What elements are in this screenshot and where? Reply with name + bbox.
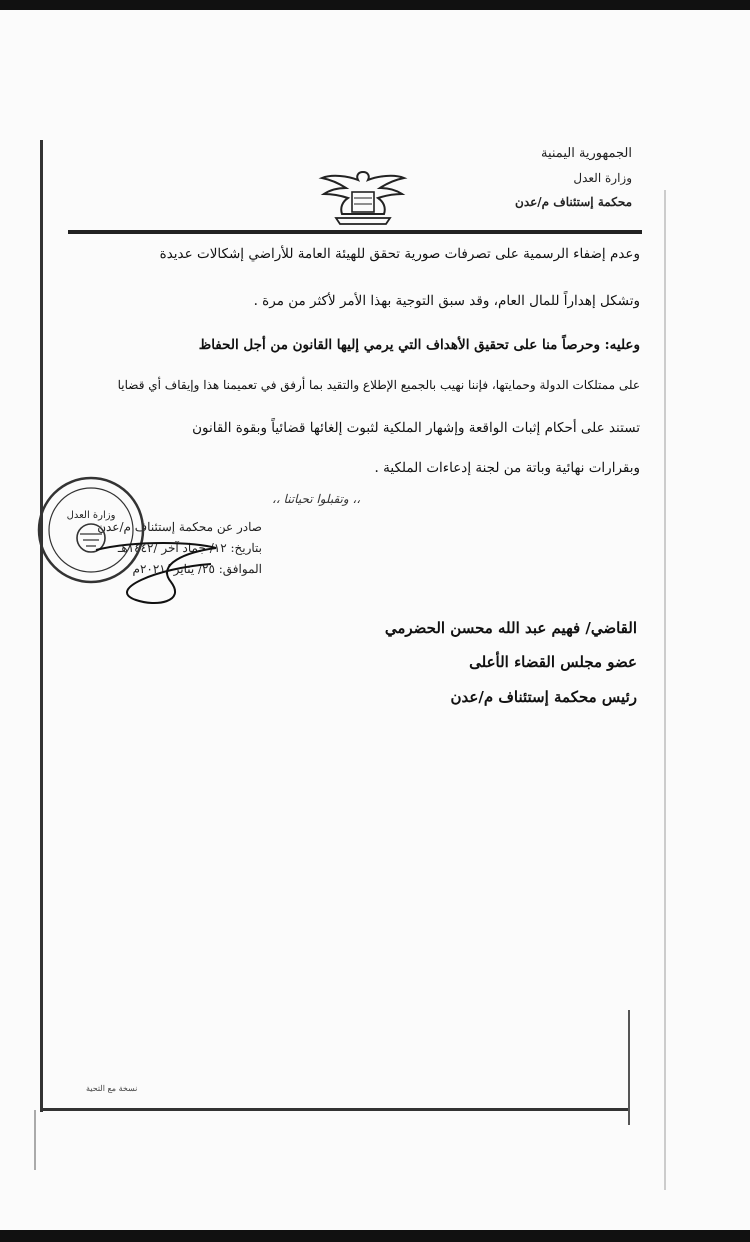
bottom-bar — [0, 1230, 750, 1242]
body-line-4: على ممتلكات الدولة وحمايتها، فإننا نهيب بالجميع الإطلاع والتقيد بما أرفق في تعميمنا هذا وإيقاف أي قضايا — [117, 378, 640, 392]
issued-date-hijri: بتاريخ: ١٢/ جماد آخر /١٤٤٢هـ — [117, 541, 262, 555]
page-border-left — [40, 140, 43, 1112]
page-border-bottom — [40, 1108, 630, 1111]
top-bar — [0, 0, 750, 10]
page-border-left-outer — [34, 1110, 36, 1170]
body-line-6: وبقرارات نهائية وباتة من لجنة إدعاءات الملكية . — [374, 460, 640, 476]
header-divider — [68, 230, 642, 234]
body-line-5: تستند على أحكام إثبات الواقعة وإشهار الملكية لثبوت إلغائها قضائياً وبقوة القانون — [192, 420, 640, 436]
page-edge-right — [664, 190, 666, 1190]
header-court: محكمة إستئناف م/عدن — [515, 195, 632, 209]
body-line-1: وعدم إضفاء الرسمية على تصرفات صورية تحقق للهيئة العامة للأراضي إشكالات عديدة — [159, 246, 640, 262]
issued-by: صادر عن محكمة إستئناف م/عدن — [97, 520, 262, 534]
page-border-right — [628, 1010, 630, 1125]
issued-date-gregorian: الموافق: ٢٥/ يناير /٢٠٢١م — [132, 562, 262, 576]
body-line-3: وعليه: وحرصاً منا على تحقيق الأهداف التي يرمي إليها القانون من أجل الحفاظ — [198, 337, 640, 353]
footer-note: نسخة مع التحية — [86, 1084, 138, 1093]
header-country: الجمهورية اليمنية — [540, 146, 632, 161]
signatory-title-council: عضو مجلس القضاء الأعلى — [469, 653, 637, 671]
court-stamp — [36, 472, 236, 622]
header-ministry: وزارة العدل — [573, 171, 632, 185]
body-line-2: وتشكل إهداراً للمال العام، وقد سبق التوجية بهذا الأمر لأكثر من مرة . — [253, 293, 640, 309]
signatory-title-court: رئيس محكمة إستئناف م/عدن — [450, 688, 637, 706]
stamp-text: وزارة العدل — [66, 510, 116, 521]
closing-greeting: ،، وتقبلوا تحياتنا ،، — [272, 492, 361, 506]
document-page — [0, 10, 750, 1230]
signatory-name: القاضي/ فهيم عبد الله محسن الحضرمي — [384, 619, 637, 637]
eagle-emblem-icon — [318, 168, 408, 226]
